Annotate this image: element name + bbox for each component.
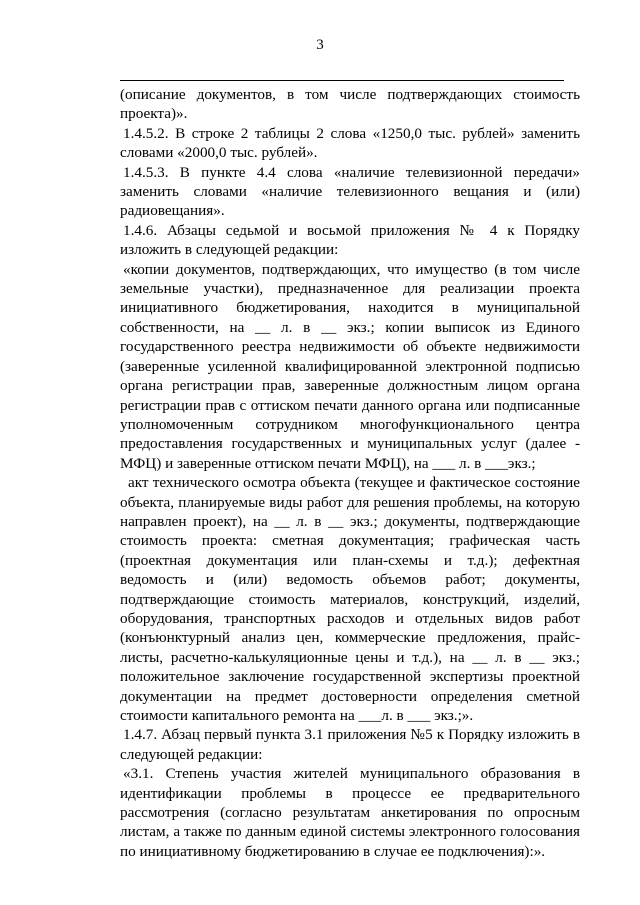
page-number: 3 (316, 37, 324, 53)
document-body (120, 85, 580, 861)
paragraph-1-4-5-2: 1.4.5.2. В строке 2 таблицы 2 слова «1250,0 тыс. рублей» заменить словами «2000,0 тыс. рублей». (120, 124, 580, 162)
quoted-paragraph-technical-inspection: акт технического осмотра объекта (текущее и фактическое состояние объекта, планируемые виды работ для решения проблемы, на которую направлен проект), на __ л. в __ экз.; документы, подтверждающие стоимость проекта: сметная документация; графическая часть (проектная документация или план-схемы и т.д.); дефектная ведомость и (или) ведомость объемов работ; документы, подтверждающие стоимость материалов, конструкций, изделий, оборудования, транспортных расходов и отдельных видов работ (конъюнктурный анализ цен, коммерческие предложения, прайс-листы, расчетно-калькуляционные цены и т.д.), на __ л. в __ экз.; положительное заключение государственной экспертизы проектной документации на предмет достоверности определения сметной стоимости капитального ремонта на ___л. в ___ экз.;». (120, 474, 580, 724)
paragraph-1-4-7: 1.4.7. Абзац первый пункта 3.1 приложения №5 к Порядку изложить в следующей редакции: (120, 726, 580, 763)
paragraph-1-4-6: 1.4.6. Абзацы седьмой и восьмой приложения № 4 к Порядку изложить в следующей редакции: (120, 221, 580, 259)
header-rule (120, 80, 564, 81)
quoted-paragraph-property-documents: «копии документов, подтверждающих, что имущество (в том числе земельные участки), предназначенное для реализации проекта инициативного бюджетирования, находится в муниципальной собственности, на __ л. в __ экз.; копии выписок из Единого государственного реестра недвижимости об объекте недвижимости (заверенные усиленной квалифицированной электронной подписью органа регистрации прав, заверенные должностным лицом органа регистрации прав с оттиском печати данного органа или подписанные уполномоченным сотрудником многофункционального центра предоставления государственных и муниципальных услуг (далее - МФЦ) и заверенные оттиском печати МФЦ), на ___ л. в ___экз.; (120, 260, 580, 472)
quoted-paragraph-3-1: «3.1. Степень участия жителей муниципального образования в идентификации проблемы в процессе ее предварительного рассмотрения (согласно результатам анкетирования по опросным листам, а также по данным единой системы электронного голосования по инициативному бюджетированию в случае ее подключения):». (120, 765, 580, 860)
paragraph-continuation: (описание документов, в том числе подтверждающих стоимость проекта)». (120, 86, 580, 123)
paragraph-1-4-5-3: 1.4.5.3. В пункте 4.4 слова «наличие телевизионной передачи» заменить словами «наличие телевизионного вещания и (или) радиовещания». (120, 163, 580, 220)
